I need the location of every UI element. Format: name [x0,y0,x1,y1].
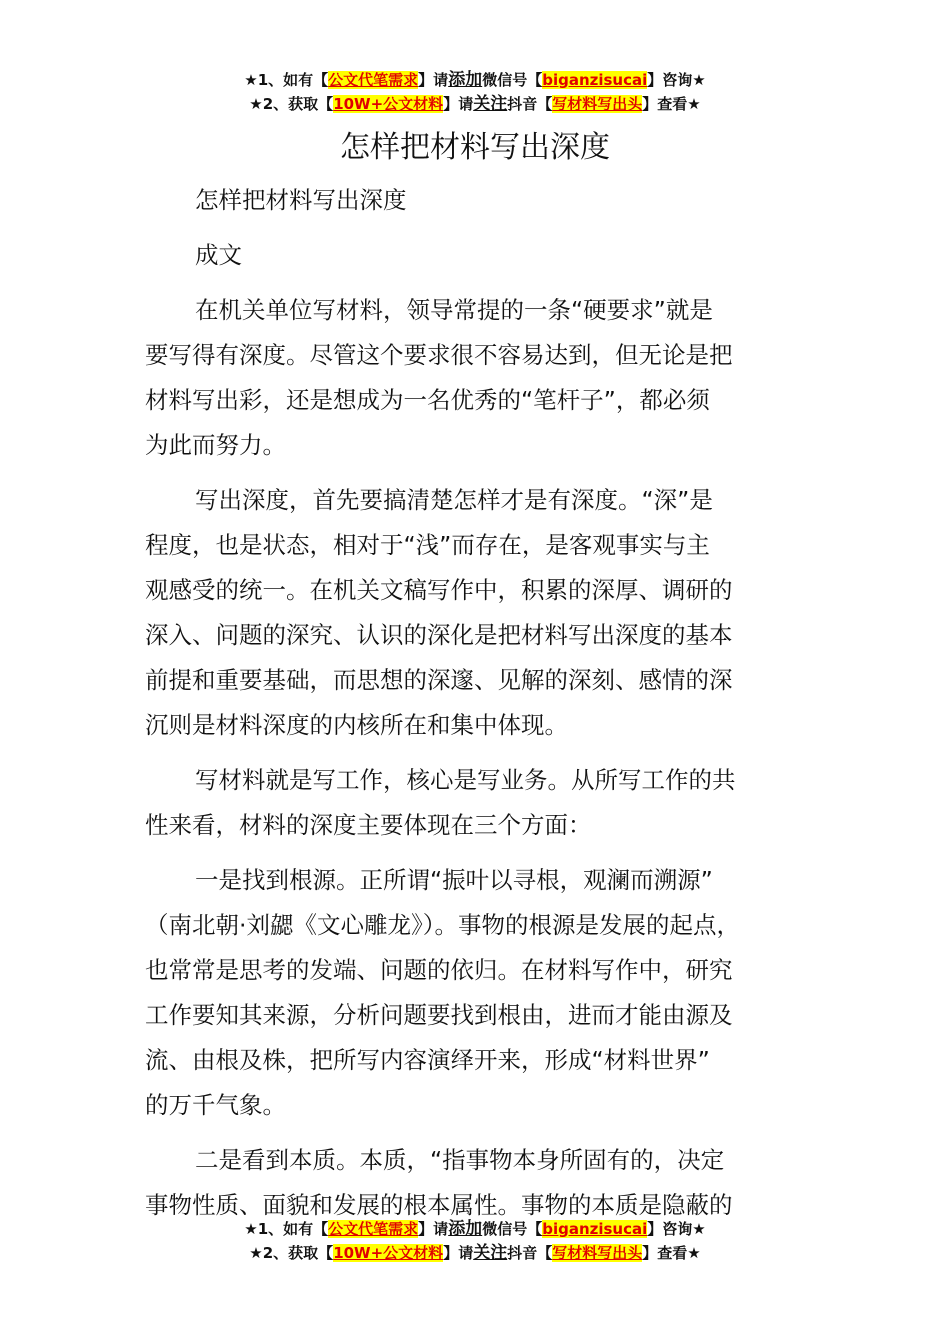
ad-text: 微信号【 [482,1220,543,1238]
ad-text: 】请 [443,95,474,113]
text-line: 事物性质、面貌和发展的根本属性。事物的本质是隐蔽的 [145,1191,733,1219]
ad-text: 】请 [443,1244,474,1262]
ad-text: ★2、获取【 [249,95,334,113]
ad-text: 】请 [418,71,449,89]
text-line: 前提和重要基础，而思想的深邃、见解的深刻、感情的深 [145,666,733,694]
ad-line-2 [0,1241,950,1265]
ad-text: 抖音【 [507,95,553,113]
ad-text: ★1、如有【 [244,71,329,89]
text-line: 要写得有深度。尽管这个要求很不容易达到，但无论是把 [145,341,733,369]
ad-line-2 [0,92,950,116]
document-title: 怎样把材料写出深度 [340,130,610,165]
ad-line-1 [0,1217,950,1241]
ad-text: 抖音【 [507,1244,553,1262]
ad-underline: 添加 [448,1219,483,1239]
ad-text: 】咨询★ [647,1220,706,1238]
text-line: 程度，也是状态，相对于“浅”而存在，是客观事实与主 [145,531,710,559]
ad-banner-bottom [0,1217,950,1265]
ad-banner-top [0,68,950,116]
ad-underline: 添加 [448,70,483,90]
text-line: 写材料就是写工作，核心是写业务。从所写工作的共 [195,766,736,794]
text-line: 二是看到本质。本质，“指事物本身所固有的，决定 [195,1146,725,1174]
ad-highlight[interactable]: 10W+公文材料 [333,95,444,113]
text-line: 一是找到根源。正所谓“振叶以寻根，观澜而溯源” [195,866,713,894]
text-line: 工作要知其来源，分析问题要找到根由，进而才能由源及 [145,1001,733,1029]
text-line: （南北朝·刘勰《文心雕龙》）。事物的根源是发展的起点， [145,911,740,939]
ad-underline: 关注 [473,1243,508,1263]
paragraph [145,233,825,278]
paragraph [145,858,825,1128]
ad-text: 】查看★ [642,1244,701,1262]
text-line: 在机关单位写材料，领导常提的一条“硬要求”就是 [195,296,713,324]
ad-highlight[interactable]: 10W+公文材料 [333,1244,444,1262]
ad-highlight[interactable]: 写材料写出头 [552,1244,643,1262]
ad-highlight[interactable]: 公文代笔需求 [328,1220,419,1238]
ad-line-1 [0,68,950,92]
ad-text: ★2、获取【 [249,1244,334,1262]
text-line: 流、由根及株，把所写内容演绎开来，形成“材料世界” [145,1046,710,1074]
ad-highlight[interactable]: 写材料写出头 [552,95,643,113]
document-body [145,178,825,1238]
paragraph [145,478,825,748]
ad-text: 微信号【 [482,71,543,89]
ad-highlight[interactable]: biganzisucai [542,1220,648,1238]
ad-highlight[interactable]: biganzisucai [542,71,648,89]
text-line: 怎样把材料写出深度 [195,186,407,214]
ad-underline: 关注 [473,94,508,114]
ad-text: 】查看★ [642,95,701,113]
text-line: 成文 [195,241,242,269]
paragraph [145,178,825,223]
ad-highlight[interactable]: 公文代笔需求 [328,71,419,89]
text-line: 为此而努力。 [145,431,286,459]
text-line: 材料写出彩，还是想成为一名优秀的“笔杆子”，都必须 [145,386,710,414]
paragraph [145,758,825,848]
text-line: 观感受的统一。在机关文稿写作中，积累的深厚、调研的 [145,576,733,604]
paragraph [145,1138,825,1228]
text-line: 写出深度，首先要搞清楚怎样才是有深度。“深”是 [195,486,713,514]
text-line: 深入、问题的深究、认识的深化是把材料写出深度的基本 [145,621,733,649]
text-line: 也常常是思考的发端、问题的依归。在材料写作中，研究 [145,956,733,984]
ad-text: 】咨询★ [647,71,706,89]
paragraph [145,288,825,468]
ad-text: 】请 [418,1220,449,1238]
text-line: 的万千气象。 [145,1091,286,1119]
ad-text: ★1、如有【 [244,1220,329,1238]
text-line: 性来看，材料的深度主要体现在三个方面： [145,811,592,839]
text-line: 沉则是材料深度的内核所在和集中体现。 [145,711,568,739]
